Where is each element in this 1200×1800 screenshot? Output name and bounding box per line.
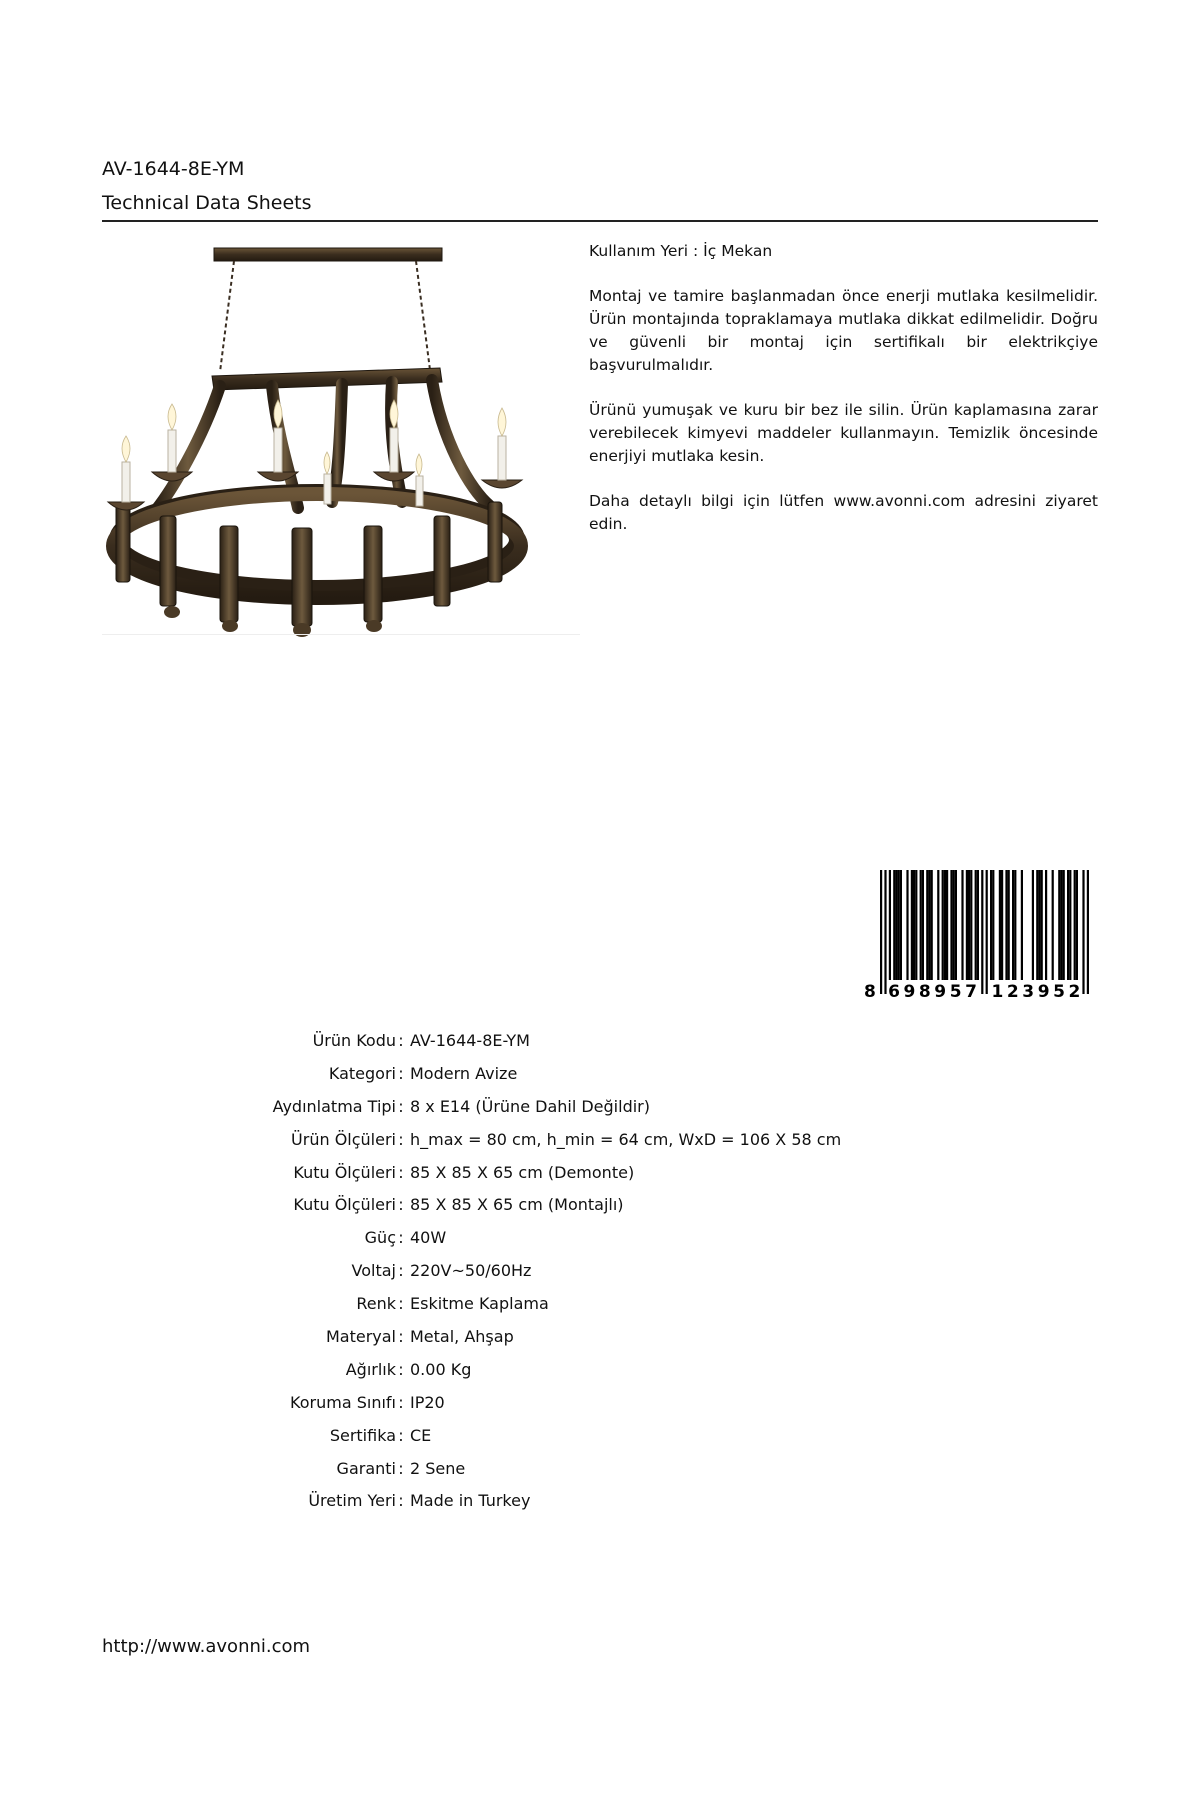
- spec-separator: :: [398, 1063, 404, 1083]
- barcode-bar: [970, 870, 972, 980]
- spec-value: 2 Sene: [410, 1458, 466, 1478]
- barcode-bar: [898, 870, 900, 980]
- barcode-bar: [946, 870, 948, 980]
- barcode-digit: 7: [965, 982, 977, 1001]
- product-code-heading: AV-1644-8E-YM: [102, 158, 245, 180]
- barcode-bar: [906, 870, 908, 980]
- spec-separator: :: [398, 1195, 404, 1215]
- barcode-bar: [1021, 870, 1023, 980]
- spec-separator: :: [398, 1294, 404, 1314]
- barcode-digit: 8: [864, 982, 876, 1001]
- spec-label: Ağırlık: [345, 1359, 396, 1379]
- spec-separator: :: [398, 1425, 404, 1445]
- spec-label: Voltaj: [351, 1261, 396, 1281]
- barcode-bar: [1014, 870, 1016, 980]
- barcode-bar: [981, 870, 983, 994]
- footer-url[interactable]: http://www.avonni.com: [102, 1636, 311, 1657]
- barcode-bar: [937, 870, 939, 980]
- barcode-digit: 9: [903, 982, 916, 1001]
- spec-row: [200, 1024, 841, 1057]
- spec-value: h_max = 80 cm, h_min = 64 cm, WxD = 106 X 58 cm: [410, 1129, 842, 1149]
- more-info-notice: Daha detaylı bilgi için lütfen www.avonni.com adresini ziyaret edin.: [589, 492, 1098, 533]
- spec-label: Koruma Sınıfı: [290, 1392, 396, 1412]
- header-divider: [102, 220, 1098, 222]
- spec-separator: :: [398, 1392, 404, 1412]
- barcode-bar: [977, 870, 979, 980]
- safety-notice: Montaj ve tamire başlanmadan önce enerji mutlaka kesilmelidir. Ürün montajında topraklamaya mutlaka dikkat edilmelidir. Doğru ve güvenli bir montaj için sertifikalı bir elektrikçiye başvurulmalıdır.: [589, 287, 1098, 374]
- spec-value: CE: [410, 1425, 432, 1445]
- spec-row: [200, 1287, 841, 1320]
- barcode-bar: [928, 870, 930, 980]
- spec-separator: :: [398, 1129, 404, 1149]
- barcode-bar: [1045, 870, 1047, 980]
- barcode-bar: [992, 870, 994, 980]
- spec-row: [200, 1353, 841, 1386]
- barcode-bar: [1041, 870, 1043, 980]
- upper-frame: [212, 368, 442, 390]
- barcode-bar: [944, 870, 946, 980]
- spec-label: Ürün Ölçüleri: [291, 1129, 396, 1149]
- spec-value: 40W: [410, 1228, 447, 1248]
- spec-separator: :: [398, 1261, 404, 1281]
- spec-row: [200, 1484, 841, 1517]
- product-info-text: [589, 240, 1098, 558]
- spec-row: [200, 1386, 841, 1419]
- barcode-bar: [990, 870, 992, 980]
- spec-table: [200, 1024, 841, 1517]
- barcode-bar: [1052, 870, 1054, 980]
- spec-separator: :: [398, 1030, 404, 1050]
- barcode-bar: [893, 870, 895, 980]
- barcode-bar: [889, 870, 891, 980]
- barcode-digit: 1: [991, 982, 1004, 1001]
- spec-value: 220V~50/60Hz: [410, 1261, 532, 1281]
- spec-separator: :: [398, 1228, 404, 1248]
- barcode-bar: [966, 870, 968, 980]
- barcode-bar: [968, 870, 970, 980]
- spec-label: Kategori: [328, 1063, 396, 1083]
- barcode-bar: [1036, 870, 1038, 980]
- barcode-digit: 6: [888, 982, 900, 1001]
- spec-label: Kutu Ölçüleri: [293, 1162, 396, 1182]
- barcode-bar: [1063, 870, 1065, 980]
- barcode-bar: [955, 870, 957, 980]
- barcode: [860, 866, 1095, 1001]
- spec-value: Eskitme Kaplama: [410, 1294, 549, 1314]
- barcode-digit: 3: [1022, 982, 1035, 1001]
- barcode-bar: [975, 870, 977, 980]
- spec-label: Üretim Yeri: [308, 1491, 396, 1511]
- barcode-bar: [915, 870, 917, 980]
- barcode-bar: [986, 870, 988, 994]
- barcode-bar: [1008, 870, 1010, 980]
- suspension-chains: [220, 261, 430, 372]
- spec-value: Modern Avize: [410, 1063, 518, 1083]
- spec-label: Sertifika: [329, 1425, 396, 1445]
- barcode-bar: [1060, 870, 1062, 980]
- spec-separator: :: [398, 1096, 404, 1116]
- spec-value: 85 X 85 X 65 cm (Montajlı): [410, 1195, 624, 1215]
- spec-label: Renk: [356, 1294, 396, 1314]
- barcode-bar: [1001, 870, 1003, 980]
- barcode-bar: [926, 870, 928, 980]
- spec-row: [200, 1123, 841, 1156]
- spec-separator: :: [398, 1491, 404, 1511]
- spec-label: Materyal: [325, 1326, 396, 1346]
- spec-value: 0.00 Kg: [410, 1359, 472, 1379]
- image-baseline: [102, 634, 580, 635]
- barcode-bar: [931, 870, 933, 980]
- spec-label: Aydınlatma Tipi: [272, 1096, 396, 1116]
- barcode-bar: [1087, 870, 1089, 994]
- barcode-bar: [1012, 870, 1014, 980]
- product-image: [102, 240, 580, 640]
- spec-row: [200, 1156, 841, 1189]
- spec-value: AV-1644-8E-YM: [410, 1030, 530, 1050]
- barcode-bar: [913, 870, 915, 980]
- spec-row: [200, 1419, 841, 1452]
- spec-value: Made in Turkey: [410, 1491, 531, 1511]
- spec-row: [200, 1188, 841, 1221]
- barcode-bar: [900, 870, 902, 980]
- bottom-finials: [164, 606, 382, 637]
- barcode-bar: [1067, 870, 1069, 980]
- spec-label: Kutu Ölçüleri: [293, 1195, 396, 1215]
- barcode-bar: [953, 870, 955, 980]
- spec-value: Metal, Ahşap: [410, 1326, 514, 1346]
- care-instructions: Ürünü yumuşak ve kuru bir bez ile silin. Ürün kaplamasına zarar verebilecek kimyevi maddeler kullanmayın. Temizlik öncesinde enerjiyi mutlaka kesin.: [589, 401, 1098, 465]
- spec-row: [200, 1221, 841, 1254]
- barcode-bar: [920, 870, 922, 980]
- barcode-bar: [999, 870, 1001, 980]
- spec-row: [200, 1057, 841, 1090]
- spec-value: IP20: [410, 1392, 445, 1412]
- barcode-bar: [1032, 870, 1034, 980]
- barcode-bar: [942, 870, 944, 980]
- barcode-bars: [880, 870, 1089, 994]
- barcode-bar: [1069, 870, 1071, 980]
- barcode-digit: 9: [934, 982, 947, 1001]
- usage-location: Kullanım Yeri : İç Mekan: [589, 242, 773, 260]
- spec-label: Garanti: [336, 1458, 396, 1478]
- barcode-digit: 5: [1053, 982, 1065, 1001]
- spec-row: [200, 1320, 841, 1353]
- spec-label: Ürün Kodu: [312, 1030, 396, 1050]
- spec-row: [200, 1090, 841, 1123]
- barcode-digit: 2: [1006, 982, 1019, 1001]
- spec-separator: :: [398, 1359, 404, 1379]
- spec-separator: :: [398, 1162, 404, 1182]
- barcode-bar: [961, 870, 963, 980]
- spec-value: 8 x E14 (Ürüne Dahil Değildir): [410, 1096, 650, 1116]
- barcode-bar: [922, 870, 924, 980]
- spec-row: [200, 1452, 841, 1485]
- barcode-digit: 2: [1068, 982, 1081, 1001]
- barcode-digit: 8: [918, 982, 931, 1001]
- spec-separator: :: [398, 1326, 404, 1346]
- barcode-bar: [884, 870, 886, 994]
- barcode-bar: [1076, 870, 1078, 980]
- spec-label: Güç: [364, 1228, 396, 1248]
- barcode-bar: [880, 870, 882, 994]
- barcode-bar: [911, 870, 913, 980]
- barcode-digit: 9: [1037, 982, 1050, 1001]
- barcode-bar: [895, 870, 897, 980]
- spec-row: [200, 1254, 841, 1287]
- barcode-bar: [1038, 870, 1040, 980]
- barcode-bar: [1074, 870, 1076, 980]
- ceiling-canopy: [214, 248, 442, 261]
- barcode-digit: 5: [949, 982, 962, 1001]
- spec-value: 85 X 85 X 65 cm (Demonte): [410, 1162, 635, 1182]
- barcode-bar: [1058, 870, 1060, 980]
- spec-separator: :: [398, 1458, 404, 1478]
- barcode-bar: [950, 870, 952, 980]
- barcode-bar: [1082, 870, 1084, 994]
- barcode-bar: [1005, 870, 1007, 980]
- barcode-digits: [864, 982, 1080, 1001]
- document-subtitle: Technical Data Sheets: [102, 192, 312, 214]
